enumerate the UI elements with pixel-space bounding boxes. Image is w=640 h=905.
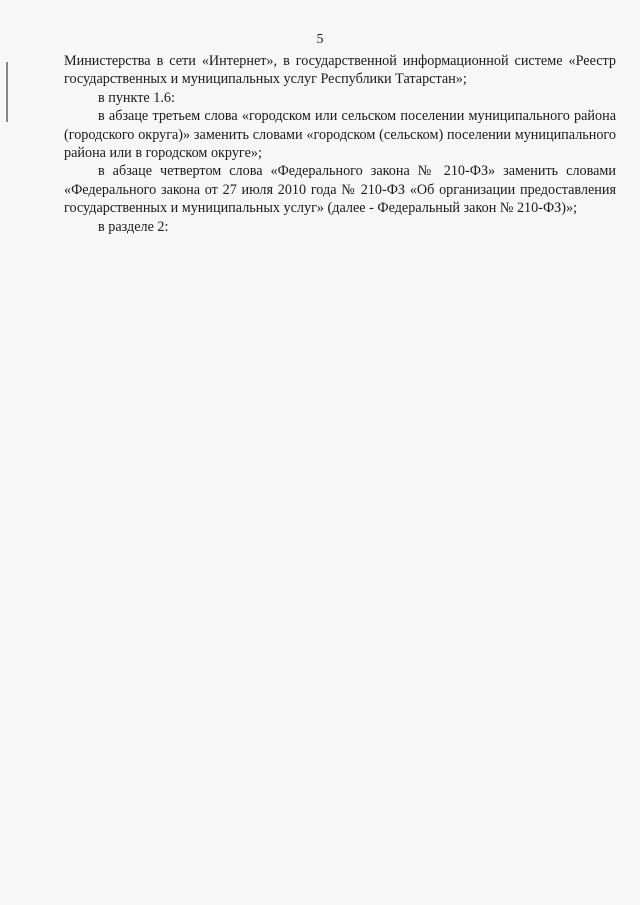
paragraph: Министерства в сети «Интернет», в государственной информационной системе «Реестр государственных и муниципальных услуг Республики Татарстан»;: [64, 53, 616, 88]
paragraph: в пункте 1.6:: [98, 89, 175, 106]
paragraph: в разделе 2:: [98, 218, 169, 235]
paragraph: в абзаце третьем слова «городском или сельском поселении муниципального района (городского округа)» заменить словами «городском (сельском) поселении муниципального района или в городском округе»;: [64, 108, 616, 162]
paragraph: в абзаце четвертом слова «Федерального закона № 210-ФЗ» заменить словами «Федерального закона от 27 июля 2010 года № 210-ФЗ «Об организации предоставления государственных и муниципальных услуг» (далее - Федеральный закон № 210-ФЗ)»;: [64, 163, 616, 217]
scan-margin-mark: [6, 62, 8, 122]
document-body: [64, 52, 616, 236]
page-number: 5: [316, 32, 324, 47]
